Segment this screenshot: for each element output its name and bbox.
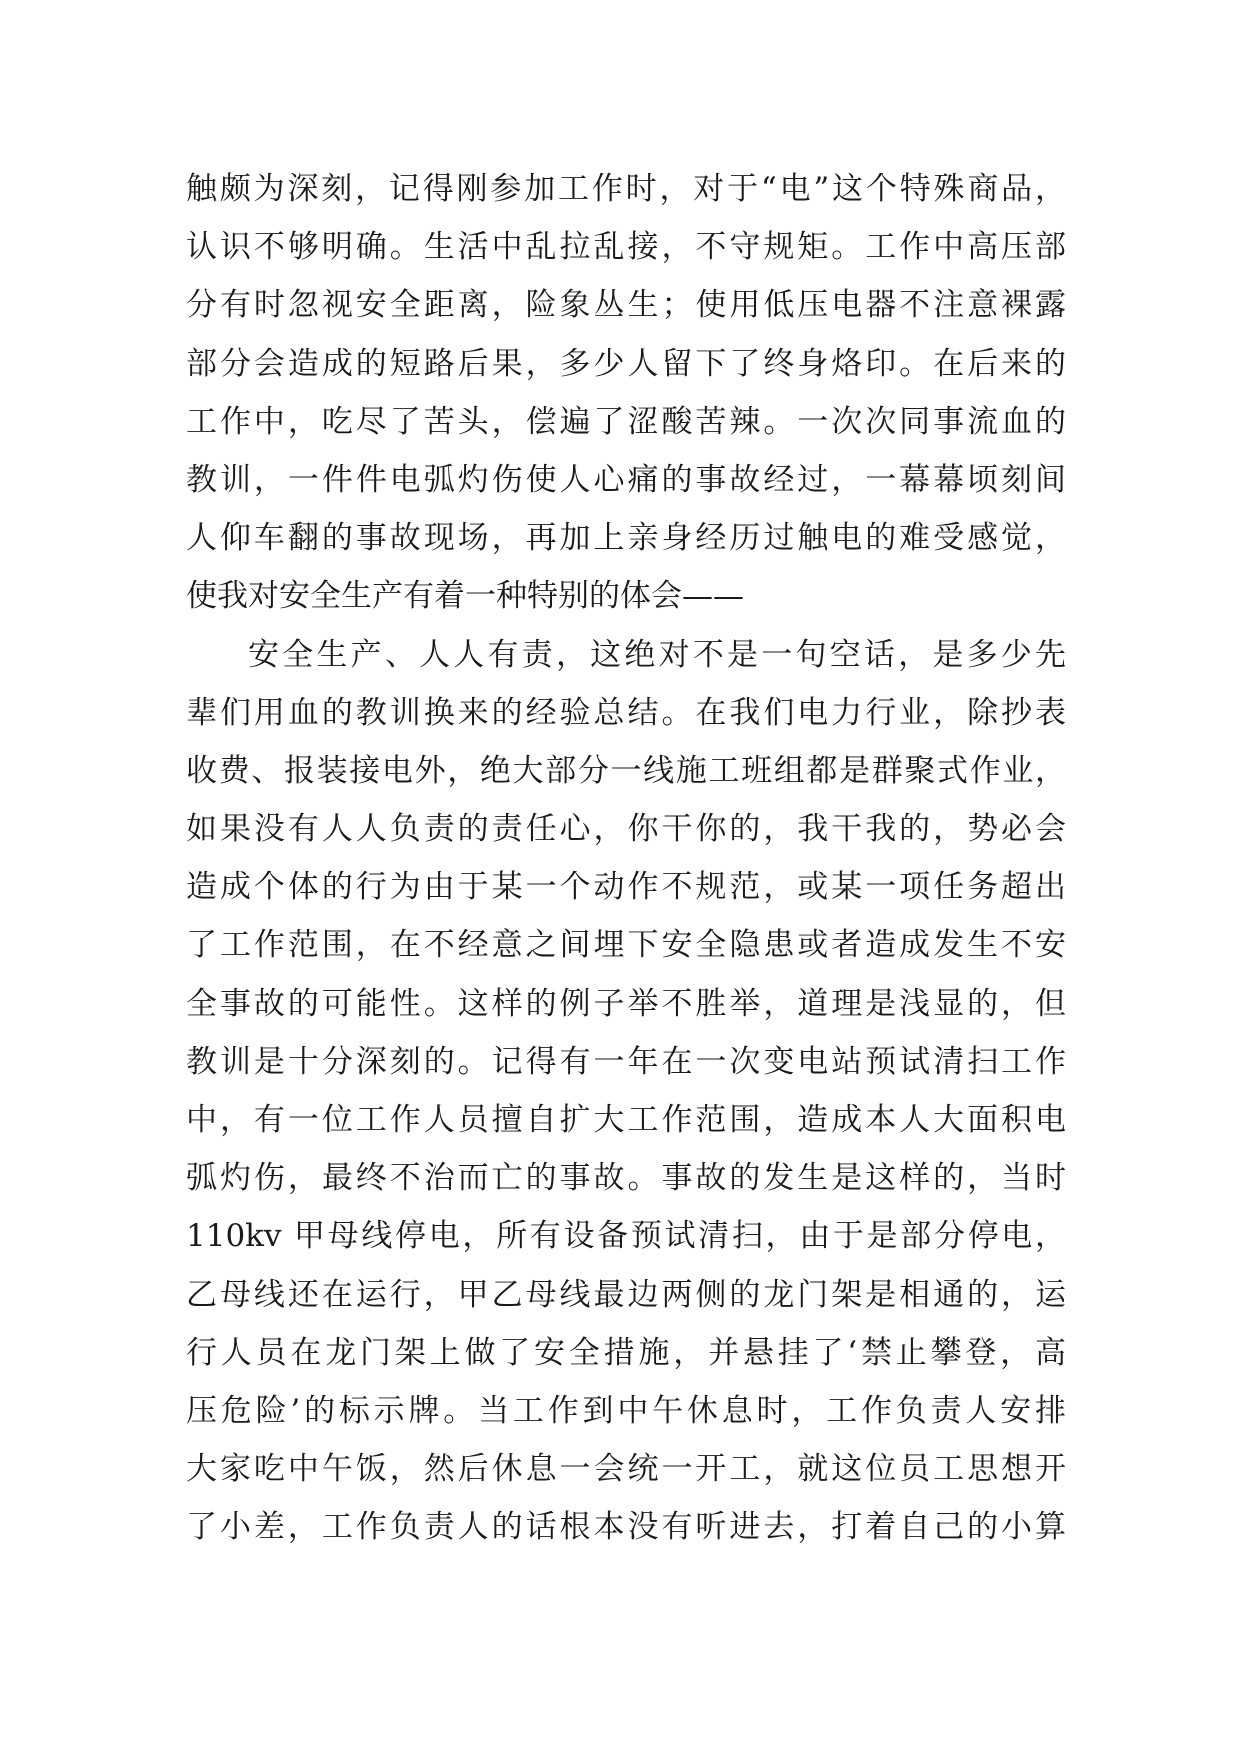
text-line: 触颇为深刻，记得刚参加工作时，对于“电”这个特殊商品， [186,171,1066,207]
text-line: 全事故的可能性。这样的例子举不胜举，道理是浅显的，但 [186,985,1066,1022]
text-line: 收费、报装接电外，绝大部分一线施工班组都是群聚式作业， [186,752,1066,789]
text-line: 使我对安全生产有着一种特别的体会—— [186,578,744,615]
text-line: 人仰车翻的事故现场，再加上亲身经历过触电的难受感觉， [186,520,1066,557]
text-line: 110kv 甲母线停电，所有设备预试清扫，由于是部分停电， [186,1218,1066,1255]
text-line: 教训是十分深刻的。记得有一年在一次变电站预试清扫工作 [186,1043,1066,1080]
text-line: 行人员在龙门架上做了安全措施，并悬挂了‘禁止攀登，高 [186,1334,1066,1371]
text-line: 认识不够明确。生活中乱拉乱接，不守规矩。工作中高压部 [186,229,1066,266]
text-line: 教训，一件件电弧灼伤使人心痛的事故经过，一幕幕顷刻间 [186,461,1066,498]
text-line: 了小差，工作负责人的话根本没有听进去，打着自己的小算 [186,1509,1066,1546]
text-line: 了工作范围，在不经意之间埋下安全隐患或者造成发生不安 [186,927,1066,964]
text-line: 安全生产、人人有责，这绝对不是一句空话，是多少先 [248,636,1066,673]
text-line: 大家吃中午饭，然后休息一会统一开工，就这位员工思想开 [186,1451,1066,1488]
text-line: 弧灼伤，最终不治而亡的事故。事故的发生是这样的，当时 [186,1160,1066,1197]
body-text [186,160,1066,1557]
text-line: 乙母线还在运行，甲乙母线最边两侧的龙门架是相通的，运 [186,1276,1066,1313]
text-line: 造成个体的行为由于某一个动作不规范，或某一项任务超出 [186,869,1066,906]
text-line: 辈们用血的教训换来的经验总结。在我们电力行业，除抄表 [186,694,1066,731]
text-line: 分有时忽视安全距离，险象丛生；使用低压电器不注意裸露 [186,287,1066,324]
text-line: 部分会造成的短路后果，多少人留下了终身烙印。在后来的 [186,345,1066,382]
text-line: 压危险’的标示牌。当工作到中午休息时，工作负责人安排 [186,1392,1066,1429]
text-line: 如果没有人人负责的责任心，你干你的，我干我的，势必会 [186,811,1066,848]
text-line: 工作中，吃尽了苦头，偿遍了涩酸苦辣。一次次同事流血的 [186,403,1066,440]
text-line: 中，有一位工作人员擅自扩大工作范围，造成本人大面积电 [186,1102,1066,1138]
